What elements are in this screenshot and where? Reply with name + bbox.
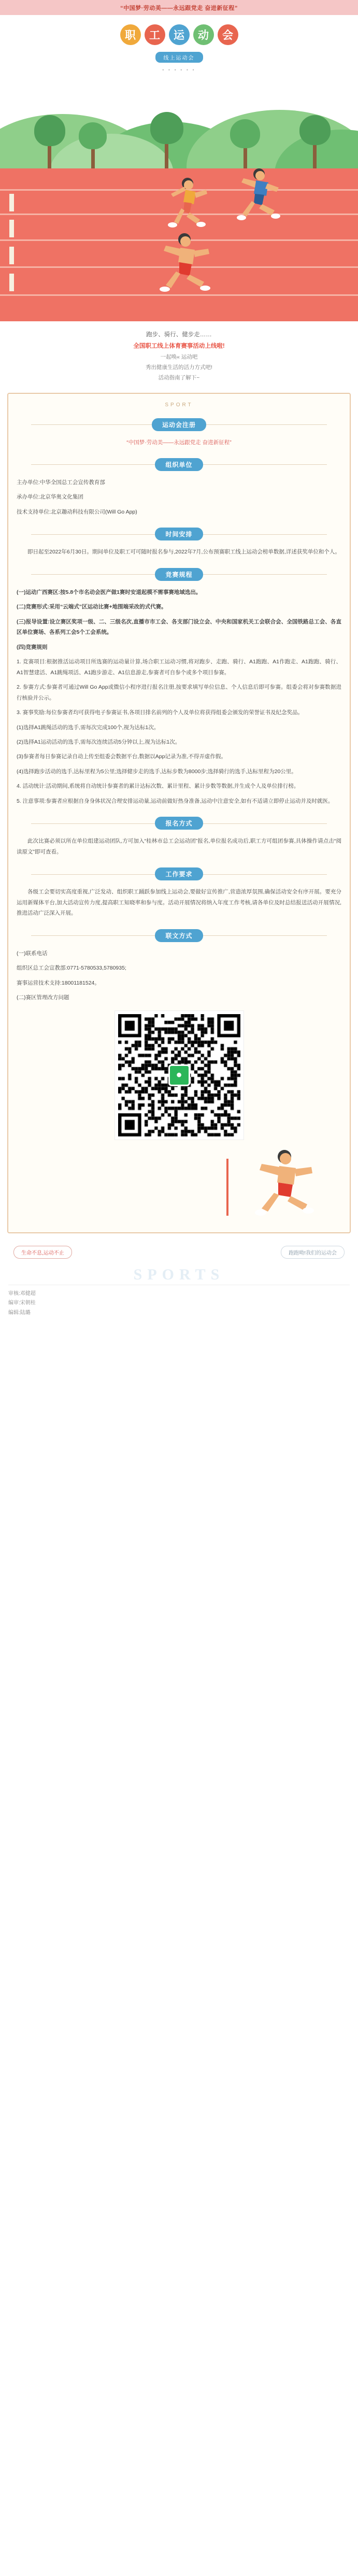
credit-line: 审核:邓健超 bbox=[8, 1290, 36, 1297]
section-paragraph: 3. 赛事奖励:每位参赛者均可获得电子参赛证书,各项目排名前列的个人及单位将获得组委会颁发的荣誉证书及纪念奖品。 bbox=[17, 709, 304, 716]
hero-illustration bbox=[0, 78, 358, 321]
section-paragraph: 技术支持单位:北京趣动科技有限公司(Will Go App) bbox=[17, 508, 137, 515]
section-title: 组织单位 bbox=[155, 458, 203, 471]
content-card-wrapper bbox=[0, 393, 358, 1239]
bottom-illustration bbox=[17, 1143, 341, 1221]
section-paragraph: 各级工会要切实高度重视,广泛发动、组织职工踊跃参加线上运动会,要做好宣传推广,营造浓厚氛围,确保活动安全有序开展。要充分运用新媒体平台,加大活动宣传力度,提高职工知晓率和参与度。活动开展情况将纳入年度工作考核,请各单位及时总结报送活动开展情况,推进活动广泛深入开展。 bbox=[17, 889, 341, 917]
section-header-contact bbox=[17, 929, 341, 942]
title-characters bbox=[0, 24, 358, 45]
title-char: 职 bbox=[120, 24, 141, 45]
section-header-signup bbox=[17, 817, 341, 830]
chat-icon: ● bbox=[168, 1064, 190, 1086]
tagline-block bbox=[0, 321, 358, 393]
tagline-line: 活动指南了解下~ bbox=[158, 374, 200, 381]
tagline-line-highlight: 全国职工线上体育赛事活动上线啦! bbox=[133, 343, 225, 349]
section-paragraph: “中国梦·劳动美——永远跟党走 奋进新征程” bbox=[126, 439, 232, 446]
tree-crown bbox=[34, 115, 65, 146]
tagline-line: 跑步、骑行、健步走…… bbox=[146, 332, 212, 338]
top-banner: “中国梦·劳动美——永远跟党走 奋进新征程” bbox=[0, 0, 358, 15]
section-title: 运动会注册 bbox=[152, 418, 206, 431]
section-title: 联文方式 bbox=[155, 929, 203, 942]
title-char: 会 bbox=[218, 24, 238, 45]
track-marker bbox=[9, 220, 14, 237]
title-char: 工 bbox=[145, 24, 165, 45]
footer-pills bbox=[0, 1239, 358, 1264]
runner-figure-orange bbox=[155, 174, 218, 236]
section-paragraph: (一)运动广西赛区:按5.8个市名动会医产做1赛时安道起模不需事赛地域选出。 bbox=[17, 589, 202, 595]
sports-watermark: SPORTS bbox=[133, 1265, 225, 1283]
section-paragraph: (1)选择A1跳绳活动的选手,需每次完成100个,视为达标1次。 bbox=[17, 724, 160, 731]
section-paragraph: (四)竞赛规则 bbox=[17, 644, 48, 650]
section-paragraph: (二)竞赛形式:采用“云端式”区运动比赛+地围端采改的式代赛。 bbox=[17, 604, 167, 610]
subtitle-pill: 线上运动会 bbox=[155, 52, 203, 63]
tagline-line: 一起唤« 运动吧 bbox=[160, 353, 198, 360]
section-paragraph: (一)联系电话 bbox=[17, 950, 48, 957]
track-marker bbox=[9, 194, 14, 211]
runner-figure-blue bbox=[223, 164, 290, 231]
section-title: 报名方式 bbox=[155, 817, 203, 830]
qr-code[interactable] bbox=[114, 1011, 244, 1140]
section-header-organizer bbox=[17, 458, 341, 471]
track-marker bbox=[9, 247, 14, 264]
section-paragraph: 1. 竞赛项目:根据推活运动项目所选赛的运动量计算,场合职工运动习惯,将对跑步、走跑、骑行、A1跑跑、A1作跑走、A1跑跑、骑行、A1智慧建活、A1跳绳项活、A1跑步游走、A1信息游走,参赛者可自参个或多个项目参赛。 bbox=[17, 659, 341, 676]
runner-finish-figure bbox=[222, 1143, 336, 1221]
track-marker bbox=[9, 274, 14, 291]
section-paragraph: (3)参赛者每日参赛记录自动上传至组委会数据平台,数据以App记录为准,不得弄虚作假。 bbox=[17, 753, 226, 760]
section-paragraph: 此次比赛必须以所在单位组建运动团队,方可加入“桂林市总工会运动团”报名,单位报名成功后,职工方可组团参赛,具体操作请点击“阅读原文”即可查看。 bbox=[17, 838, 341, 855]
tree-crown bbox=[230, 119, 260, 148]
title-block bbox=[0, 15, 358, 78]
section-paragraph: 主办单位:中华全国总工会宣传教育部 bbox=[17, 479, 105, 486]
credits-block bbox=[0, 1285, 358, 1331]
runner-figure-red bbox=[150, 228, 223, 301]
section-paragraph: (三)报导设置:设立赛区奖项一级、二、三级名次,直播市市工会、各支部门设立会、中央和国家机关工会联合会、全国铁路总工会、各直区单位赛场、各系列工会5个工会系统。 bbox=[17, 618, 341, 636]
section-title: 工作要求 bbox=[155, 867, 203, 880]
tree-crown bbox=[150, 112, 183, 144]
section-paragraph: 组织区总工会宣教部:0771-5780533,5780935; bbox=[17, 965, 126, 972]
section-paragraph: 4. 活动统计:活动期间,系统将自动统计参赛者的累计达标次数、累计里程、累计步数等数据,并生成个人及单位排行榜。 bbox=[17, 783, 299, 790]
credit-line: 编审:宋朝桂 bbox=[8, 1300, 36, 1306]
section-paragraph: 赛事运营技术支持:18001181524。 bbox=[17, 979, 100, 986]
content-card bbox=[7, 393, 351, 1233]
tagline-line: 秀出健康生活的活力方式吧! bbox=[146, 364, 212, 371]
section-paragraph: 即日起至2022年6月30日。期间单位及职工可可随时报名参与,2022年7月,公布预赛职工线上运动会榜单数据,详述获奖单位和个人。 bbox=[27, 549, 340, 556]
tree-crown bbox=[299, 115, 331, 145]
title-char: 运 bbox=[169, 24, 190, 45]
section-header-time bbox=[17, 528, 341, 540]
card-top-label: SPORT bbox=[165, 402, 193, 408]
section-header-rules bbox=[17, 568, 341, 581]
section-header-notice bbox=[17, 418, 341, 431]
section-paragraph: (2)选择A1运动活动的选手,需每次连续活动5分钟以上,视为达标1次。 bbox=[17, 739, 181, 745]
section-title: 竞赛规程 bbox=[155, 568, 203, 581]
decorative-dots: • • • • • • bbox=[162, 67, 196, 73]
section-paragraph: (二)赛区管理改方问题 bbox=[17, 994, 69, 1001]
section-paragraph: 5. 注意事项:参赛者应根据自身身体状况合理安排运动量,运动前做好热身准备,运动中注意安全,如有不适请立即停止运动并及时就医。 bbox=[17, 798, 334, 804]
section-title: 时间安排 bbox=[155, 528, 203, 540]
section-paragraph: 承办单位:北京华奥文化集团 bbox=[17, 494, 83, 501]
footer-pill-left[interactable]: 生命不息,运动不止 bbox=[13, 1246, 72, 1259]
footer-pill-right[interactable]: 跑跑呦!我们的运动会 bbox=[281, 1246, 345, 1259]
tree-crown bbox=[79, 122, 107, 149]
section-header-requirements bbox=[17, 867, 341, 880]
title-char: 动 bbox=[193, 24, 214, 45]
section-paragraph: (4)选择跑步活动的选手,达标里程为5公里;选择健步走的选手,达标步数为8000步;选择骑行的选手,达标里程为20公里。 bbox=[17, 768, 297, 775]
credit-line: 编辑:陆璐 bbox=[8, 1310, 31, 1316]
section-paragraph: 2. 参赛方式:参赛者可通过Will Go App或微信小程序进行报名注册,按要求填写单位信息、个人信息后即可参赛。组委会将对参赛数据进行核验并公示。 bbox=[17, 684, 341, 701]
